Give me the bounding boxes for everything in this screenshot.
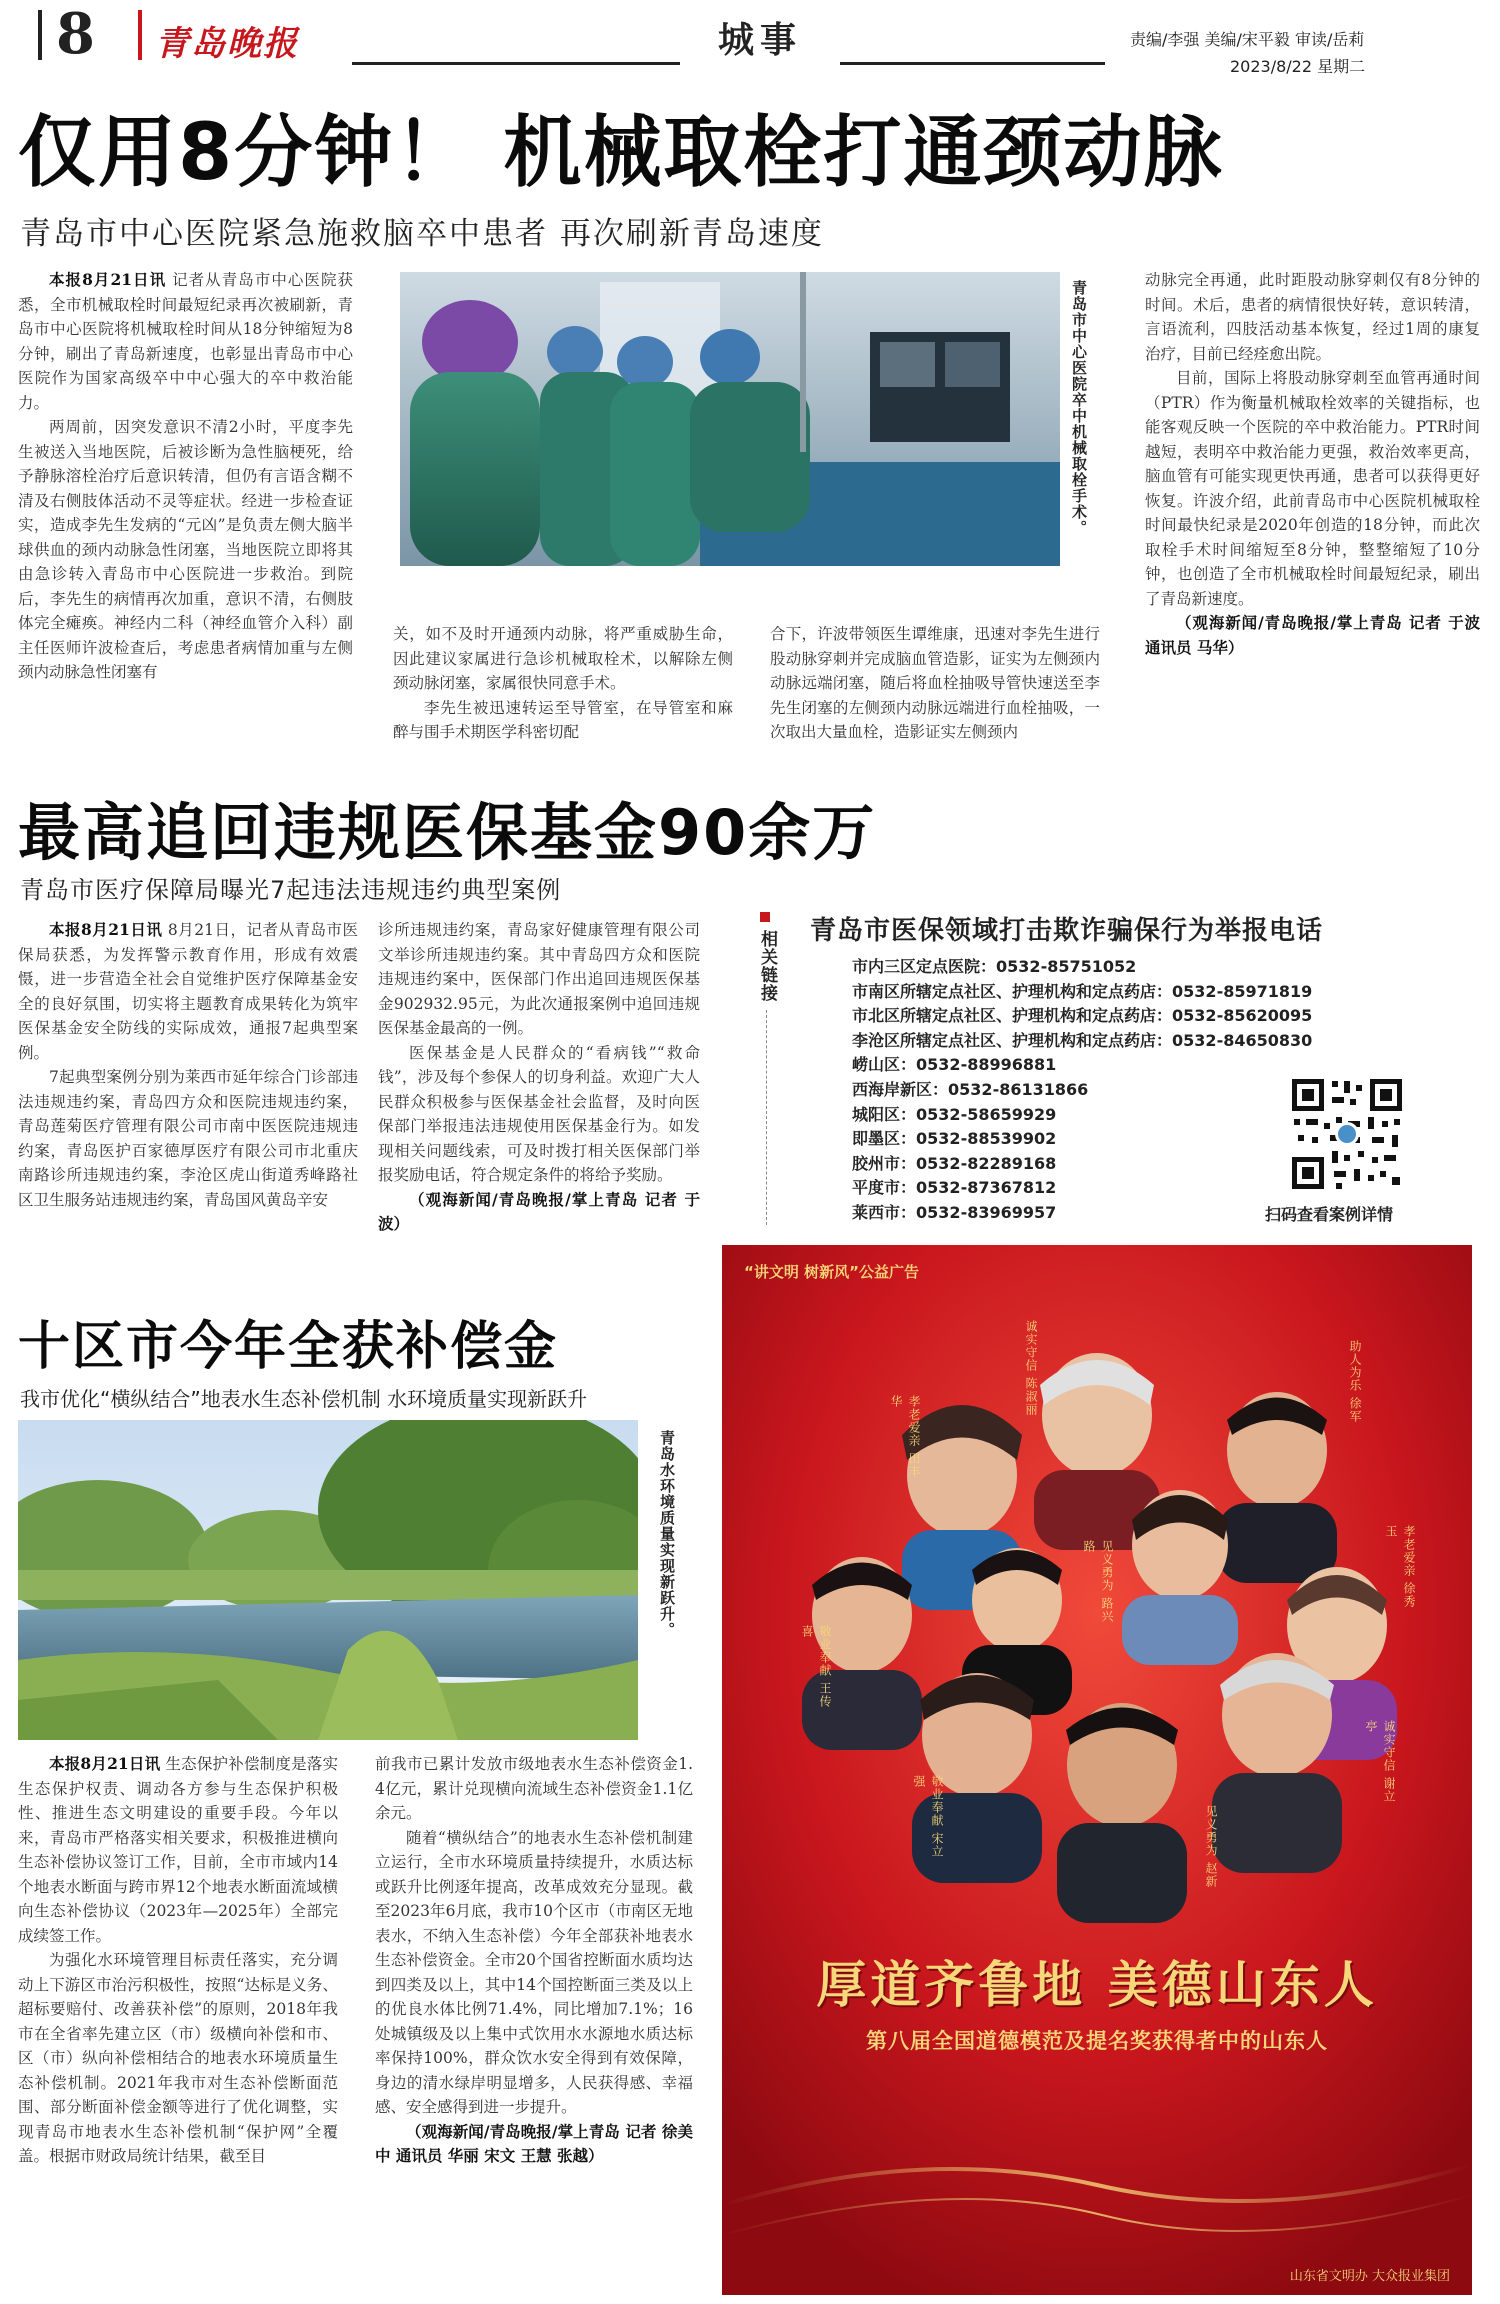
hotline-title: 青岛市医保领域打击欺诈骗保行为举报电话 xyxy=(810,916,1324,946)
ad-subtitle: 第八届全国道德模范及提名奖获得者中的山东人 xyxy=(866,2028,1328,2053)
hotline-area: 市北区所辖定点社区、护理机构和定点药店 xyxy=(852,1006,1157,1026)
paper-name-logo: 青岛晚报 xyxy=(155,24,299,64)
hotline-phone: 0532-85620095 xyxy=(1172,1006,1313,1026)
article1-column-4 xyxy=(1145,268,1480,778)
portrait-label: 诚实守信 陈淑丽 xyxy=(1024,1320,1038,1416)
dateline: 本报8月21日讯 xyxy=(49,1754,161,1773)
hotline-area: 市南区所辖定点社区、护理机构和定点药店 xyxy=(852,981,1157,1001)
article1-paragraph: 目前，国际上将股动脉穿刺至血管再通时间（PTR）作为衡量机械取栓效率的关键指标，也能客观反映一个医院的卒中救治能力。PTR时间越短，表明卒中救治能力更强，救治效率更高，脑血管有可能实现更快再通，患者可以获得更好恢复。许波介绍，此前青岛市中心医院机械取栓时间最快纪录是2020年创造的18分钟，而此次取栓手术时间缩短至8分钟，整整缩短了10分钟，也创造了全市机械取栓时间最短纪录，刷出了青岛新速度。 xyxy=(1145,369,1480,608)
article2-paragraph: 诊所违规违约案，青岛家好健康管理有限公司文举诊所违规违约案。其中青岛四方众和医院违规违约案中，医保部门作出追回违规医保基金902932.95元，为此次通报案例中追回违规医保基金最高的一例。 xyxy=(378,921,700,1037)
article3-column-2 xyxy=(375,1752,693,2297)
river-photo xyxy=(18,1420,638,1740)
article1-paragraph: 关，如不及时开通颈内动脉，将严重威胁生命，因此建议家属进行急诊机械取栓术，以解除左侧颈动脉闭塞，家属很快同意手术。 xyxy=(393,625,733,692)
article1-column-2 xyxy=(393,622,733,772)
portrait-label: 敬业奉献 宋立强 xyxy=(912,1775,944,1858)
date-line: 2023/8/22 星期二 xyxy=(1230,57,1366,76)
article3-paragraph: 随着“横纵结合”的地表水生态补偿机制建立运行，全市水环境质量持续提升，水质达标或跃升比例逐年提高，改革成效充分显现。截至2023年6月底，我市10个区市（市南区无地表水，不纳入生态补偿）今年全部获补地表水生态补偿资金。全市20个国省控断面水质均达到四类及以上，其中14个国控断面三类及以上的优良水体比例71.4%，同比增加7.1%；16处城镇级及以上集中式饮用水水源地水质达标率保持100%，群众饮水安全得到有效保障，身边的清水绿岸明显增多，人民获得感、幸福感、安全感得到进一步提升。 xyxy=(375,1828,693,2116)
hotline-phone: 0532-83969957 xyxy=(916,1202,1057,1222)
article1-paragraph: 李先生被迅速转运至导管室，在导管室和麻醉与围手术期医学科密切配 xyxy=(393,698,733,741)
hotline-phone: 0532-84650830 xyxy=(1172,1030,1313,1050)
article3-paragraph: 为强化水环境管理目标责任落实，充分调动上下游区市治污积极性，按照“达标是义务、超标要赔付、改善获补偿”的原则，2018年我市在全省率先建立区（市）级横向补偿和市、区（市）纵向补偿相结合的地表水环境质量生态补偿机制。2021年我市对生态补偿断面范围、部分断面补偿金额等进行了优化调整，实现青岛市地表水生态补偿机制“保护网”全覆盖。根据市财政局统计结果，截至目 xyxy=(18,1951,338,2165)
article1-headline: 仅用8分钟！ 机械取栓打通颈动脉 xyxy=(18,108,1224,198)
hotline-phone: 0532-86131866 xyxy=(948,1079,1089,1099)
hotline-area: 胶州市 xyxy=(852,1153,901,1173)
article1-paragraph: 两周前，因突发意识不清2小时，平度李先生被送入当地医院，后被诊断为急性脑梗死，给予静脉溶栓治疗后意识转清，但仍有言语含糊不清及右侧肢体活动不灵等症状。经进一步检查证实，造成李先生发病的“元凶”是负责左侧大脑半球供血的颈内动脉急性闭塞，当地医院立即将其由急诊转入青岛市中心医院进一步救治。到院后，李先生的病情再次加重，意识不清，右侧肢体完全瘫痪。神经内二科（神经血管介入科）副主任医师许波检查后，考虑患者病情加重与左侧颈内动脉急性闭塞有 xyxy=(18,418,353,681)
article3-signature: （观海新闻/青岛晚报/掌上青岛 记者 徐美中 通讯员 华丽 宋文 王慧 张越） xyxy=(375,2121,693,2165)
portrait-label: 孝老爱亲 田丰华 xyxy=(889,1395,921,1478)
portrait-label: 助人为乐 徐军 xyxy=(1348,1340,1362,1423)
hotline-row: 李沧区所辖定点社区、护理机构和定点药店：0532-84650830 xyxy=(852,1030,1313,1050)
portrait-label: 见义勇为 赵新 xyxy=(1204,1805,1218,1888)
hotline-row: 胶州市：0532-82289168 xyxy=(852,1153,1057,1173)
article1-signature: （观海新闻/青岛晚报/掌上青岛 记者 于波 通讯员 马华） xyxy=(1145,613,1480,657)
dateline: 本报8月21日讯 xyxy=(49,920,163,939)
hotline-row: 西海岸新区：0532-86131866 xyxy=(852,1079,1089,1099)
hotline-phone: 0532-88996881 xyxy=(916,1055,1057,1075)
dateline: 本报8月21日讯 xyxy=(49,270,167,289)
river-photo-illustration xyxy=(18,1420,638,1740)
portrait-label: 敬业奉献 王传喜 xyxy=(800,1625,832,1708)
public-service-ad xyxy=(722,1245,1472,2295)
article3-subhead: 我市优化“横纵结合”地表水生态补偿机制 水环境质量实现新跃升 xyxy=(20,1387,588,1411)
hotline-phone: 0532-82289168 xyxy=(916,1153,1057,1173)
hotline-area: 李沧区所辖定点社区、护理机构和定点药店 xyxy=(852,1030,1157,1050)
editors-line: 责编/李强 美编/宋平毅 审读/岳莉 xyxy=(1130,30,1365,49)
article2-signature: （观海新闻/青岛晚报/掌上青岛 记者 于波） xyxy=(378,1189,700,1233)
related-link-divider xyxy=(766,1010,768,1225)
article3-paragraph: 前我市已累计发放市级地表水生态补偿资金1.4亿元，累计兑现横向流域生态补偿资金1.1亿余元。 xyxy=(375,1755,693,1822)
masthead-rule-left xyxy=(352,62,680,65)
hotline-row: 城阳区：0532-58659929 xyxy=(852,1104,1057,1124)
hotline-row: 即墨区：0532-88539902 xyxy=(852,1129,1057,1149)
hotline-phone: 0532-88539902 xyxy=(916,1129,1057,1149)
article2-column-2 xyxy=(378,918,700,1308)
surgery-photo-illustration xyxy=(400,272,1060,566)
article3-photo-caption: 青岛水环境质量实现新跃升。 xyxy=(658,1430,676,1638)
article2-subhead: 青岛市医疗保障局曝光7起违法违规违约典型案例 xyxy=(20,876,562,904)
hotline-area: 即墨区 xyxy=(852,1129,901,1149)
section-name: 城事 xyxy=(717,20,802,61)
article2-paragraph: 医保基金是人民群众的“看病钱”“救命钱”，涉及每个参保人的切身利益。欢迎广大人民群众积极参与医保基金社会监督，及时向医保部门举报违法违规使用医保基金行为。如发现相关问题线索，可及时拨打相关医保部门举报奖励电话，符合规定条件的将给予奖励。 xyxy=(378,1043,700,1184)
hotline-area: 平度市 xyxy=(852,1178,901,1198)
qr-caption: 扫码查看案例详情 xyxy=(1265,1205,1394,1224)
article1-photo-caption: 青岛市中心医院卒中机械取栓手术。 xyxy=(1070,280,1088,536)
qr-code-icon xyxy=(1288,1075,1406,1193)
masthead-rule-right xyxy=(840,62,1105,65)
hotline-area: 莱西市 xyxy=(852,1202,901,1222)
page-number: 8 xyxy=(56,1,95,67)
article1-column-1 xyxy=(18,268,353,773)
article1-paragraph: 动脉完全再通，此时距股动脉穿刺仅有8分钟的时间。术后，患者的病情很快好转，意识转清，言语流利，四肢活动基本恢复，经过1周的康复治疗，目前已经痊愈出院。 xyxy=(1145,271,1480,363)
article1-paragraph: 记者从青岛市中心医院获悉，全市机械取栓时间最短纪录再次被刷新，青岛市中心医院将机械取栓时间从18分钟缩短为8分钟，刷出了青岛新速度，也彰显出青岛市中心医院作为国家高级卒中中心强大的卒中救治能力。 xyxy=(18,271,353,412)
qr-code[interactable] xyxy=(1288,1075,1406,1193)
related-link-label: 相关链接 xyxy=(757,930,777,1002)
hotline-area: 城阳区 xyxy=(852,1104,901,1124)
hotline-row: 崂山区：0532-88996881 xyxy=(852,1055,1057,1075)
hotline-row: 市内三区定点医院：0532-85751052 xyxy=(852,957,1137,976)
article3-column-1 xyxy=(18,1752,338,2297)
hotline-area: 市内三区定点医院 xyxy=(852,957,981,976)
surgery-photo xyxy=(400,272,1060,566)
hotline-row: 市南区所辖定点社区、护理机构和定点药店：0532-85971819 xyxy=(852,981,1313,1001)
article3-paragraph: 生态保护补偿制度是落实生态保护权责、调动各方参与生态保护积极性、推进生态文明建设的重要手段。今年以来，青岛市严格落实相关要求，积极推进横向生态补偿协议签订工作，目前，全市市域内14个地表水断面与跨市界12个地表水断面流域横向生态补偿协议（2023年—2025年）全部完成续签工作。 xyxy=(18,1755,338,1945)
related-link-marker xyxy=(760,912,770,922)
article2-headline: 最高追回违规医保基金90余万 xyxy=(18,796,877,869)
hotline-row: 平度市：0532-87367812 xyxy=(852,1178,1057,1198)
ad-slogan: 厚道齐鲁地 美德山东人 xyxy=(816,1955,1378,2014)
article3-headline: 十区市今年全获补偿金 xyxy=(18,1317,559,1377)
ad-sponsor: 山东省文明办 大众报业集团 xyxy=(1289,2269,1450,2284)
article2-column-1 xyxy=(18,918,358,1308)
portrait-label: 孝老爱亲 徐秀玉 xyxy=(1384,1525,1416,1608)
hotline-phone: 0532-85751052 xyxy=(996,957,1137,976)
article2-paragraph: 7起典型案例分别为莱西市延年综合门诊部违法违规违约案，青岛四方众和医院违规违约案，青岛莲菊医疗管理有限公司市南中医医院违规违约案，青岛医护百家德厚医疗有限公司市北重庆南路诊所违规违约案，李沧区虎山街道秀峰路社区卫生服务站违规违约案，青岛国风黄岛辛安 xyxy=(18,1068,358,1209)
article1-subhead: 青岛市中心医院紧急施救脑卒中患者 再次刷新青岛速度 xyxy=(20,216,824,252)
page-number-bar xyxy=(38,10,42,60)
hotline-area: 崂山区 xyxy=(852,1055,901,1075)
page-number-bar-right xyxy=(138,10,142,60)
article1-paragraph: 合下，许波带领医生谭维康，迅速对李先生进行股动脉穿刺并完成脑血管造影，证实为左侧颈内动脉远端闭塞，随后将血栓抽吸导管快速送至李先生闭塞的左侧颈内动脉远端进行血栓抽吸，一次取出大量血栓，造影证实左侧颈内 xyxy=(770,625,1100,741)
article2-paragraph: 8月21日，记者从青岛市医保局获悉，为发挥警示教育作用，形成有效震慑，进一步营造全社会自觉维护医疗保障基金安全的良好氛围，切实将主题教育成果转化为筑牢医保基金安全防线的实际成效，通报7起典型案例。 xyxy=(18,921,358,1062)
hotline-phone: 0532-58659929 xyxy=(916,1104,1057,1124)
ad-tag: “讲文明 树新风”公益广告 xyxy=(744,1263,919,1281)
article1-column-3 xyxy=(770,622,1100,772)
hotline-row: 市北区所辖定点社区、护理机构和定点药店：0532-85620095 xyxy=(852,1006,1313,1026)
hotline-phone: 0532-85971819 xyxy=(1172,981,1313,1001)
hotline-area: 西海岸新区 xyxy=(852,1079,933,1099)
hotline-phone: 0532-87367812 xyxy=(916,1178,1057,1198)
portrait-label: 诚实守信 谢立亭 xyxy=(1364,1720,1396,1803)
masthead xyxy=(0,0,1500,75)
portrait-label: 见义勇为 路兴路 xyxy=(1082,1540,1114,1623)
hotline-row: 莱西市：0532-83969957 xyxy=(852,1202,1057,1222)
